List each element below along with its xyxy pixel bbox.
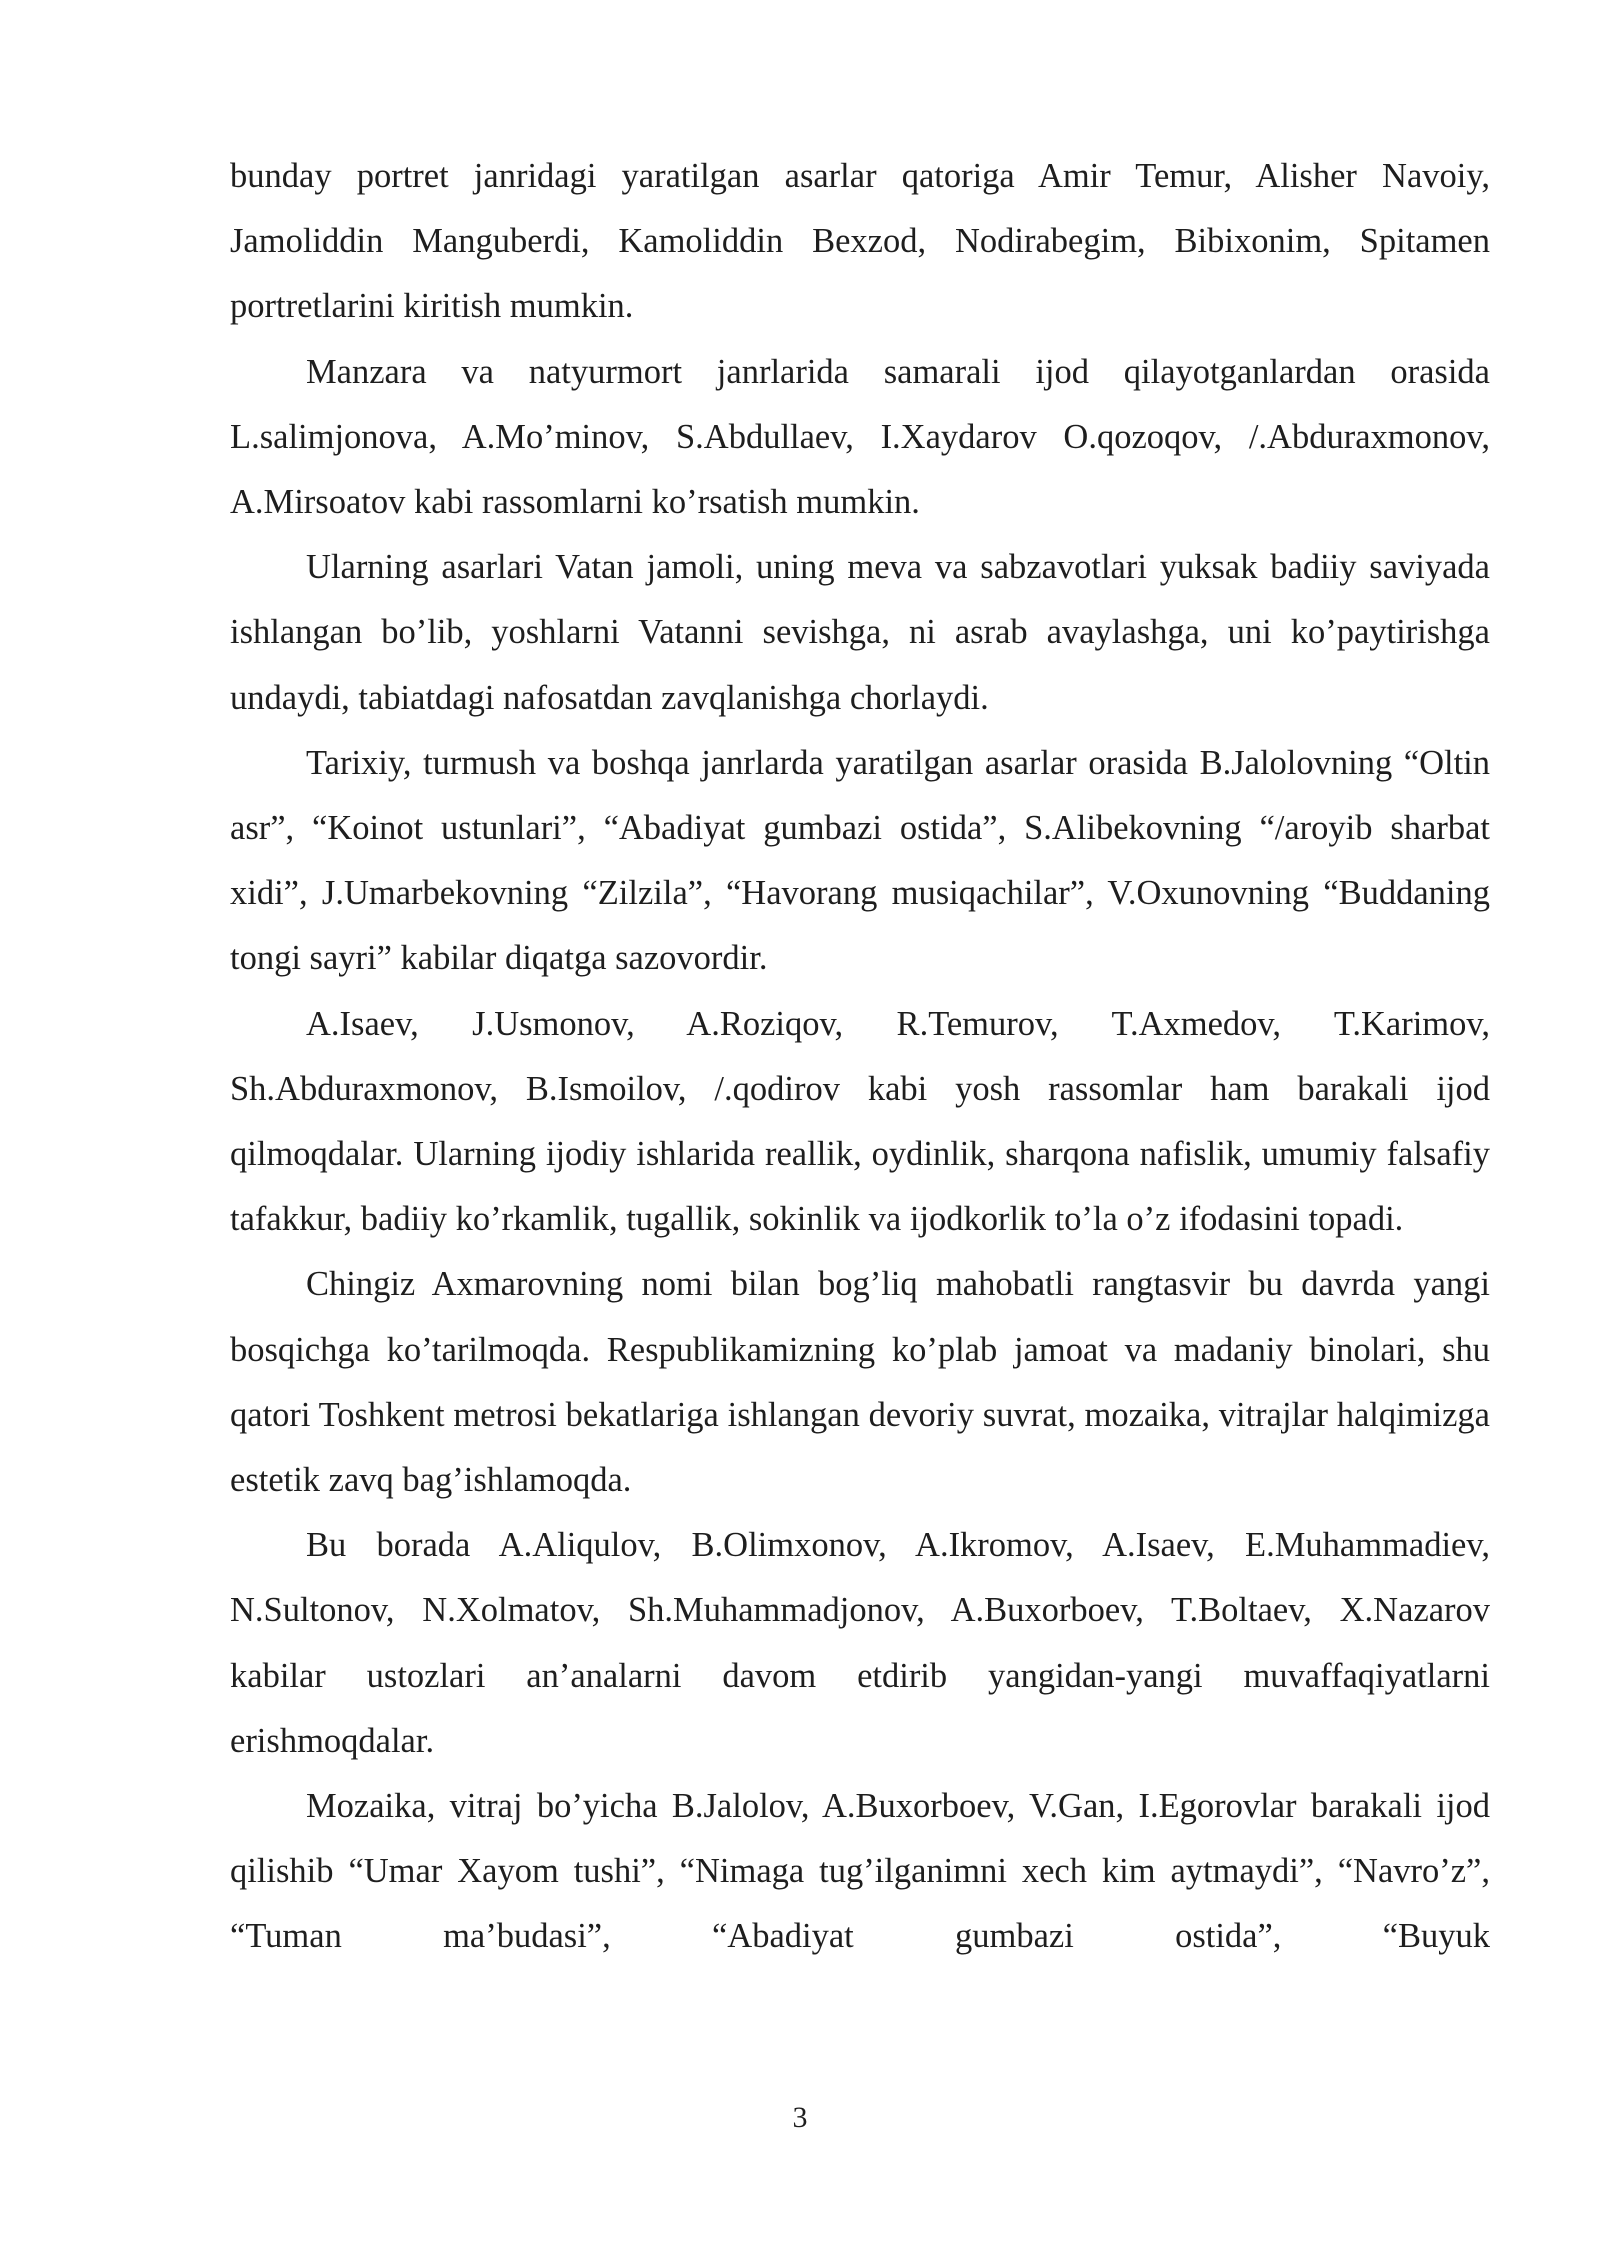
paragraph-5: A.Isaev, J.Usmonov, A.Roziqov, R.Temurov, T.Axmedov, T.Karimov, Sh.Abduraxmonov, B.Ismoilov, /.qodirov kabi yosh rassomlar ham barakali ijod qilmoqdalar. Ularning ijodiy ishlarida reallik, oydinlik, sharqona nafislik, umumiy falsafiy tafakkur, badiiy ko’rkamlik, tugallik, sokinlik va ijodkorlik to’la o’z ifodasini topadi.	[230, 1004, 1490, 1239]
paragraph-3: Ularning asarlari Vatan jamoli, uning meva va sabzavotlari yuksak badiiy saviyada ishlangan bo’lib, yoshlarni Vatanni sevishga, ni asrab avaylashga, uni ko’paytirishga undaydi, tabiatdagi nafosatdan zavqlanishga chorlaydi.	[230, 548, 1490, 717]
body-text	[230, 144, 1490, 1970]
paragraph-4: Tarixiy, turmush va boshqa janrlarda yaratilgan asarlar orasida B.Jalolovning “Oltin asr”, “Koinot ustunlari”, “Abadiyat gumbazi ostida”, S.Alibekovning “/aroyib sharbat xidi”, J.Umarbekovning “Zilzila”, “Havorang musiqachilar”, V.Oxunovning “Buddaning tongi sayri” kabilar diqatga sazovordir.	[230, 743, 1490, 978]
paragraph-1: bunday portret janridagi yaratilgan asarlar qatoriga Amir Temur, Alisher Navoiy, Jamoliddin Manguberdi, Kamoliddin Bexzod, Nodirabegim, Bibixonim, Spitamen portretlarini kiritish mumkin.	[230, 157, 1490, 326]
paragraph-8: Mozaika, vitraj bo’yicha B.Jalolov, A.Buxorboev, V.Gan, I.Egorovlar barakali ijod qilishib “Umar Xayom tushi”, “Nimaga tug’ilganimni xech kim aytmaydi”, “Navro’z”, “Tuman ma’budasi”, “Abadiyat gumbazi ostida”, “Buyuk	[230, 1787, 1490, 1956]
paragraph-6: Chingiz Axmarovning nomi bilan bog’liq mahobatli rangtasvir bu davrda yangi bosqichga ko’tarilmoqda. Respublikamizning ko’plab jamoat va madaniy binolari, shu qatori Toshkent metrosi bekatlariga ishlangan devoriy suvrat, mozaika, vitrajlar halqimizga estetik zavq bag’ishlamoqda.	[230, 1265, 1490, 1500]
paragraph-2: Manzara va natyurmort janrlarida samarali ijod qilayotganlardan orasida L.salimjonova, A.Mo’minov, S.Abdullaev, I.Xaydarov O.qozoqov, /.Abduraxmonov, A.Mirsoatov kabi rassomlarni ko’rsatish mumkin.	[230, 352, 1490, 522]
paragraph-7: Bu borada A.Aliqulov, B.Olimxonov, A.Ikromov, A.Isaev, E.Muhammadiev, N.Sultonov, N.Xolmatov, Sh.Muhammadjonov, A.Buxorboev, T.Boltaev, X.Nazarov kabilar ustozlari an’analarni davom etdirib yangidan-yangi muvaffaqiyatlarni erishmoqdalar.	[230, 1526, 1490, 1760]
page-number: 3	[792, 2101, 808, 2134]
